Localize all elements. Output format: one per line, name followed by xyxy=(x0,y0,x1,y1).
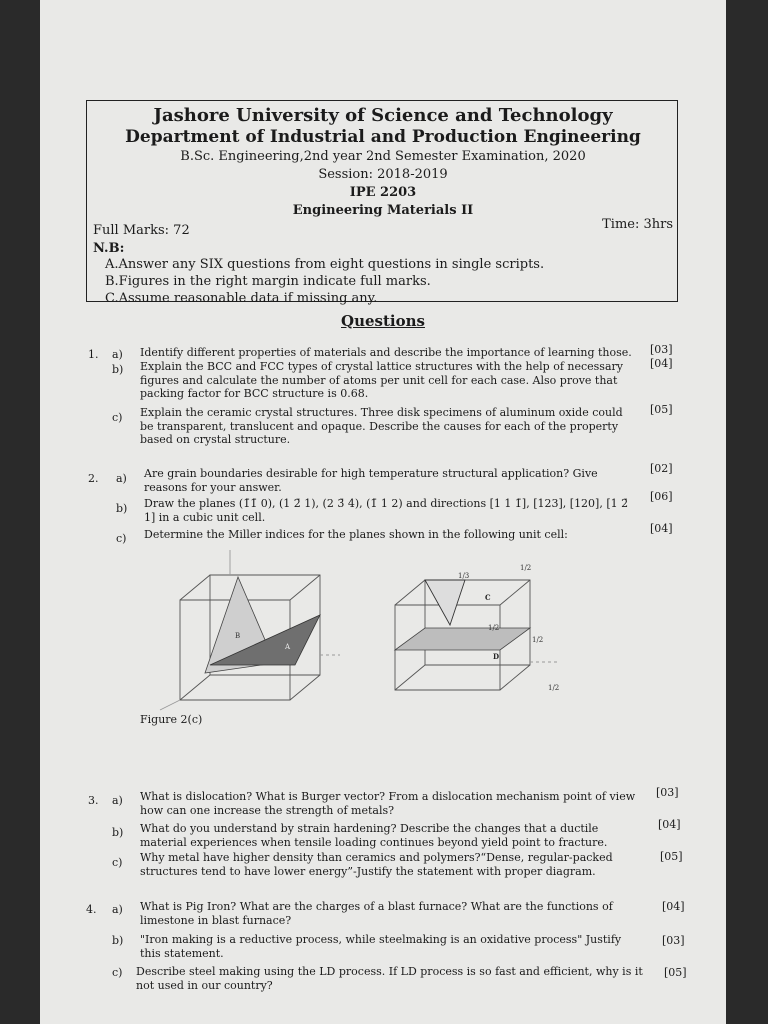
question-text: Draw the planes (1̄1̄ 0), (1 2̄ 1), (2 3̄ 4), (1̄ 1 2) and directions [1 1 1̄], [123], [120], [1 2̄ 1] in a cubic unit cell. xyxy=(144,497,629,524)
university-name: Jashore University of Science and Technology xyxy=(153,105,613,126)
plane-d-label: D xyxy=(493,652,500,661)
question-number: 4. xyxy=(86,903,97,916)
marks: [03] xyxy=(656,786,679,799)
plane-c-label: C xyxy=(485,593,491,602)
full-marks: Full Marks: 72 xyxy=(93,223,190,238)
plane-c-shape xyxy=(425,580,465,625)
marks: [02] xyxy=(650,462,673,475)
part-label: a) xyxy=(116,472,127,485)
plane-d-shape xyxy=(395,628,530,650)
part-label: b) xyxy=(116,502,128,515)
department-name: Department of Industrial and Production Engineering xyxy=(125,127,641,147)
fraction-label: 1/3 xyxy=(458,572,470,580)
question-text: Describe steel making using the LD process. If LD process is so fast and efficient, why is it not used in our country? xyxy=(136,965,643,992)
question-text: Are grain boundaries desirable for high temperature structural application? Give reasons for your answer. xyxy=(144,467,598,494)
marks: [05] xyxy=(660,850,683,863)
figure-caption: Figure 2(c) xyxy=(140,713,203,726)
marks: [06] xyxy=(650,490,673,503)
marks: [04] xyxy=(658,818,681,831)
course-title: Engineering Materials II xyxy=(292,203,474,218)
part-label: b) xyxy=(112,363,124,376)
part-label: c) xyxy=(116,532,127,545)
marks: [04] xyxy=(650,522,673,535)
part-label: c) xyxy=(112,856,123,869)
exam-title: B.Sc. Engineering,2nd year 2nd Semester Examination, 2020 xyxy=(180,149,586,164)
part-label: b) xyxy=(112,826,124,839)
question-text: What do you understand by strain hardening? Describe the changes that a ductile material experiences when tensile loading continues beyond yield point to fracture. xyxy=(140,822,608,849)
part-label: b) xyxy=(112,934,124,947)
nb-item: A.Answer any SIX questions from eight questions in single scripts. xyxy=(105,257,545,272)
nb-item: B.Figures in the right margin indicate full marks. xyxy=(105,274,431,289)
part-label: c) xyxy=(112,411,123,424)
unit-cell-right-diagram xyxy=(370,550,600,710)
part-label: a) xyxy=(112,794,123,807)
course-code: IPE 2203 xyxy=(349,185,417,200)
question-text: "Iron making is a reductive process, while steelmaking is an oxidative process" Justify this statement. xyxy=(140,933,622,960)
plane-b-label: B xyxy=(235,632,241,640)
marks: [03] xyxy=(662,934,685,947)
question-number: 2. xyxy=(88,472,99,485)
fraction-label: 1/2 xyxy=(548,684,560,692)
question-number: 1. xyxy=(88,348,99,361)
question-text: What is dislocation? What is Burger vector? From a dislocation mechanism point of view how can one increase the strength of metals? xyxy=(140,790,636,817)
question-number: 3. xyxy=(88,794,99,807)
marks: [03] xyxy=(650,343,673,356)
marks: [04] xyxy=(662,900,685,913)
exam-header xyxy=(86,100,678,306)
fraction-label: 1/2 xyxy=(488,624,500,632)
marks: [05] xyxy=(650,403,673,416)
nb-title: N.B: xyxy=(93,241,125,256)
exam-paper xyxy=(40,0,726,1024)
question-text: Explain the ceramic crystal structures. Three disk specimens of aluminum oxide could be transparent, translucent and opaque. Describe the causes for each of the property based on crystal structure. xyxy=(140,406,623,446)
question-text: Why metal have higher density than ceramics and polymers?“Dense, regular-packed structures tend to have lower energy”-Justify the statement with proper diagram. xyxy=(140,851,613,878)
question-text: Determine the Miller indices for the planes shown in the following unit cell: xyxy=(144,528,568,541)
part-label: a) xyxy=(112,348,123,361)
marks: [04] xyxy=(650,357,673,370)
question-text: Identify different properties of materials and describe the importance of learning those. xyxy=(140,346,632,359)
question-text: Explain the BCC and FCC types of crystal lattice structures with the help of necessary figures and calculate the number of atoms per unit cell for each case. Also prove that packing factor for BCC structure is 0.68. xyxy=(140,360,623,400)
fraction-label: 1/2 xyxy=(532,636,544,644)
question-text: What is Pig Iron? What are the charges of a blast furnace? What are the functions of limestone in blast furnace? xyxy=(140,900,613,927)
questions-heading: Questions xyxy=(341,312,425,330)
marks: [05] xyxy=(664,966,687,979)
part-label: c) xyxy=(112,966,123,979)
unit-cell-left-diagram xyxy=(150,545,350,715)
session: Session: 2018-2019 xyxy=(318,167,448,182)
fraction-label: 1/2 xyxy=(520,564,532,572)
plane-a-label: A xyxy=(285,643,291,651)
nb-item: C.Assume reasonable data if missing any. xyxy=(105,291,378,306)
exam-time: Time: 3hrs xyxy=(602,217,673,232)
part-label: a) xyxy=(112,903,123,916)
